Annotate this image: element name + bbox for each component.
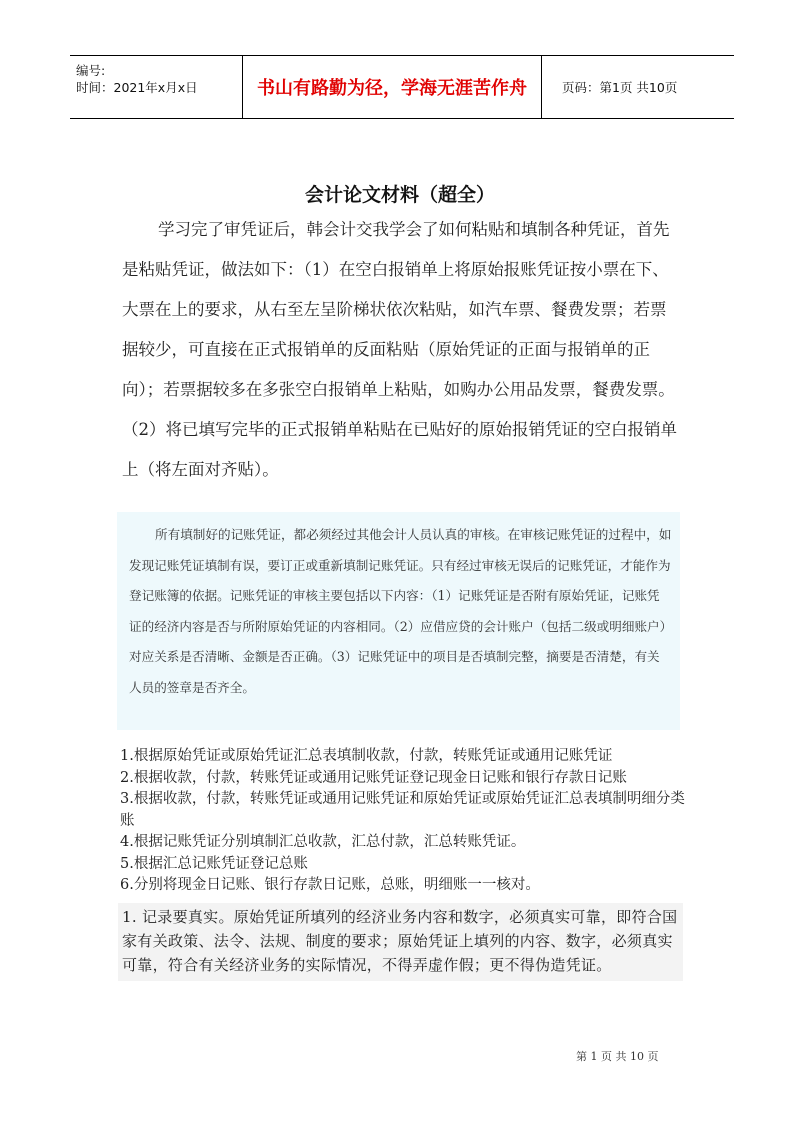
note-text: 1. 记录要真实。原始凭证所填列的经济业务内容和数字，必须真实可靠，即符合国家有关政策、法令、法规、制度的要求；原始凭证上填列的内容、数字，必须真实可靠，符合有关经济业务的实际情况，不得弄虚作假；更不得伪造凭证。 [122, 908, 678, 974]
intro-text: 学习完了审凭证后，韩会计交我学会了如何粘贴和填制各种凭证，首先是粘贴凭证，做法如下：（1）在空白报销单上将原始报账凭证按小票在下、大票在上的要求，从右至左呈阶梯状依次粘贴，如汽车票、餐费发票；若票据较少，可直接在正式报销单的反面粘贴（原始凭证的正面与报销单的正向）；若票据较多在多张空白报销单上粘贴，如购办公用品发票，餐费发票。（2）将已填写完毕的正式报销单粘贴在已贴好的原始报销凭证的空白报销单上（将左面对齐贴）。 [122, 220, 677, 479]
list-item: 5.根据汇总记账凭证登记总账 [120, 855, 308, 872]
steps-list [120, 746, 686, 897]
intro-paragraph [122, 210, 682, 490]
motto: 书山有路勤为径，学海无涯苦作舟 [243, 56, 542, 118]
list-item: 3.根据收款，付款，转账凭证或通用记账凭证和原始凭证或原始凭证汇总表填制明细分类账 [120, 791, 685, 829]
list-item: 2.根据收款，付款，转账凭证或通用记账凭证登记现金日记账和银行存款日记账 [120, 769, 627, 786]
review-box [117, 512, 680, 730]
number-label: 编号: [76, 63, 106, 78]
list-item: 6.分别将现金日记账、银行存款日记账，总账，明细账一一核对。 [120, 877, 540, 893]
header-meta-cell [70, 56, 243, 118]
time-label: 时间：2021年x月x日 [76, 80, 198, 95]
list-item: 4.根据记账凭证分别填制汇总收款，汇总付款，汇总转账凭证。 [120, 834, 526, 850]
page-title: 会计论文材料（超全） [304, 184, 495, 206]
list-item: 1.根据原始凭证或原始凭证汇总表填制收款，付款，转账凭证或通用记账凭证 [120, 748, 613, 764]
document-header [70, 55, 734, 119]
note-box [118, 903, 683, 981]
page-label: 页码：第1页 共10页 [562, 80, 678, 95]
page-footer: 第 1 页 共 10 页 [576, 1050, 659, 1063]
review-text: 所有填制好的记账凭证，都必须经过其他会计人员认真的审核。在审核记账凭证的过程中，如发现记账凭证填制有误，要订正或重新填制记账凭证。只有经过审核无误后的记账凭证，才能作为登记账簿的依据。记账凭证的审核主要包括以下内容：（1）记账凭证是否附有原始凭证，记账凭证的经济内容是否与所附原始凭证的内容相同。（2）应借应贷的会计账户（包括二级或明细账户）对应关系是否清晰、金额是否正确。（3）记账凭证中的项目是否填制完整，摘要是否清楚，有关人员的签章是否齐全。 [129, 527, 672, 695]
